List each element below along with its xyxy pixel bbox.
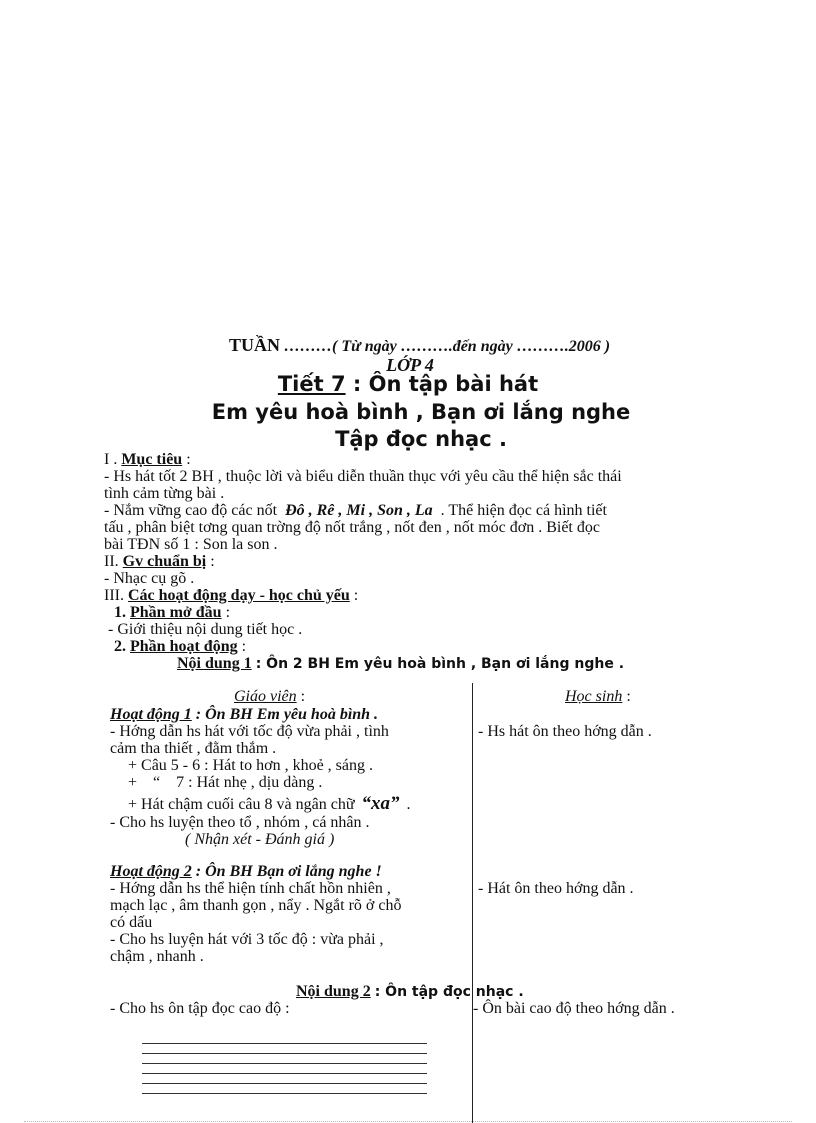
- activity1-line4: + “ 7 : Hát nhẹ , dịu dàng .: [128, 774, 323, 791]
- lesson-title: [0, 372, 816, 396]
- staff-line: [142, 1083, 427, 1084]
- activity2-line4: - Cho hs luyện hát với 3 tốc độ : vừa phải ,: [110, 931, 384, 948]
- section2-title: Gv chuẩn bị: [122, 553, 207, 570]
- staff-line: [142, 1063, 427, 1064]
- part1-heading: 1. Phần mở đầu :: [114, 604, 231, 621]
- week-label: TUẦN: [229, 335, 281, 355]
- section1-line4: tấu , phân biệt tơng quan trờng độ nốt trắng , nốt đen , nốt móc đơn . Biết đọc: [104, 519, 600, 536]
- activity2-title: : Ôn BH Bạn ơi lắng nghe !: [195, 863, 382, 880]
- activity2-line3: có dấu: [110, 914, 153, 931]
- content1-heading: [177, 655, 624, 673]
- activity1-line7: ( Nhận xét - Đánh giá ): [185, 831, 335, 848]
- column-divider: [472, 683, 473, 1123]
- song-titles: Em yêu hoà bình , Bạn ơi lắng nghe: [211, 400, 631, 424]
- part2-title: Phần hoạt động: [130, 638, 238, 655]
- word-xa: “xa”: [361, 793, 400, 814]
- section2-line1: - Nhạc cụ gõ .: [104, 570, 195, 587]
- section1-heading: I . Mục tiêu :: [104, 451, 191, 468]
- content2-student: - Ôn bài cao độ theo hớng dẫn .: [473, 1000, 675, 1017]
- part1-title: Phần mở đầu: [130, 604, 222, 621]
- week-line: [229, 335, 610, 356]
- activity1-line5: + Hát chậm cuối câu 8 và ngân chữ “xa” .: [128, 793, 411, 814]
- section1-line3: - Nắm vững cao độ các nốt Đô , Rê , Mi , Son , La . Thể hiện đọc cá hình tiết: [104, 502, 607, 519]
- content1-text: : Ôn 2 BH Em yêu hoà bình , Bạn ơi lắng nghe .: [255, 656, 625, 672]
- activity2-line1: - Hớng dẫn hs thể hiện tính chất hồn nhiên ,: [110, 880, 391, 897]
- week-dates: ………( Từ ngày ……….đến ngày ……….2006 ): [284, 338, 611, 355]
- staff-line: [142, 1073, 427, 1074]
- activity2-heading: [110, 863, 382, 880]
- part1-line: - Giới thiệu nội dung tiết học .: [108, 621, 303, 638]
- section2-heading: II. Gv chuẩn bị :: [104, 553, 215, 570]
- activity1-line2: cảm tha thiết , đằm thắm .: [110, 740, 277, 757]
- content2-text: : Ôn tập đọc nhạc .: [374, 984, 524, 1000]
- activity2-line2: mạch lạc , âm thanh gọn , nẩy . Ngắt rõ ở chỗ: [110, 897, 402, 914]
- activity2-label: Hoạt động 2: [110, 863, 192, 880]
- subtitle: Tập đọc nhạc .: [335, 427, 507, 451]
- lesson-number: Tiết 7: [277, 372, 346, 396]
- activity1-student: - Hs hát ôn theo hớng dẫn .: [478, 723, 652, 740]
- section3-heading: III. Các hoạt động dạy - học chủ yếu :: [104, 587, 359, 604]
- activity1-heading: [110, 706, 378, 723]
- student-column-header: Học sinh :: [565, 688, 631, 705]
- content1-label: Nội dung 1: [177, 655, 252, 672]
- staff-line: [142, 1093, 427, 1094]
- section3-title: Các hoạt động dạy - học chủ yếu: [127, 587, 350, 604]
- section1-line5: bài TĐN số 1 : Son la son .: [104, 536, 278, 553]
- teacher-column-header: Giáo viên :: [234, 688, 306, 705]
- section1-line1: - Hs hát tốt 2 BH , thuộc lời và biểu diễn thuần thục với yêu cầu thể hiện sắc thái: [104, 468, 622, 485]
- staff-line: [142, 1053, 427, 1054]
- activity1-line6: - Cho hs luyện theo tổ , nhóm , cá nhân .: [110, 814, 370, 831]
- activity1-line1: - Hớng dẫn hs hát với tốc độ vừa phải , tình: [110, 723, 389, 740]
- staff-line: [142, 1043, 427, 1044]
- activity2-student: - Hát ôn theo hớng dẫn .: [478, 880, 634, 897]
- page-edge-dots: [24, 1121, 792, 1122]
- notes-list: Đô , Rê , Mi , Son , La: [285, 502, 433, 519]
- lesson-title-suffix: : Ôn tập bài hát: [352, 372, 539, 396]
- class-label: LỚP 4: [386, 355, 434, 375]
- activity1-title: : Ôn BH Em yêu hoà bình .: [195, 706, 379, 723]
- activity1-line3: + Câu 5 - 6 : Hát to hơn , khoẻ , sáng .: [128, 757, 374, 774]
- section1-line2: tình cảm từng bài .: [104, 485, 225, 502]
- activity2-line5: chậm , nhanh .: [110, 948, 204, 965]
- part2-heading: 2. Phần hoạt động :: [114, 638, 247, 655]
- activity1-label: Hoạt động 1: [110, 706, 192, 723]
- content2-label: Nội dung 2: [296, 983, 371, 1000]
- section1-title: Mục tiêu: [121, 451, 183, 468]
- content2-heading: [296, 983, 524, 1001]
- content2-teacher: - Cho hs ôn tập đọc cao độ :: [110, 1000, 290, 1017]
